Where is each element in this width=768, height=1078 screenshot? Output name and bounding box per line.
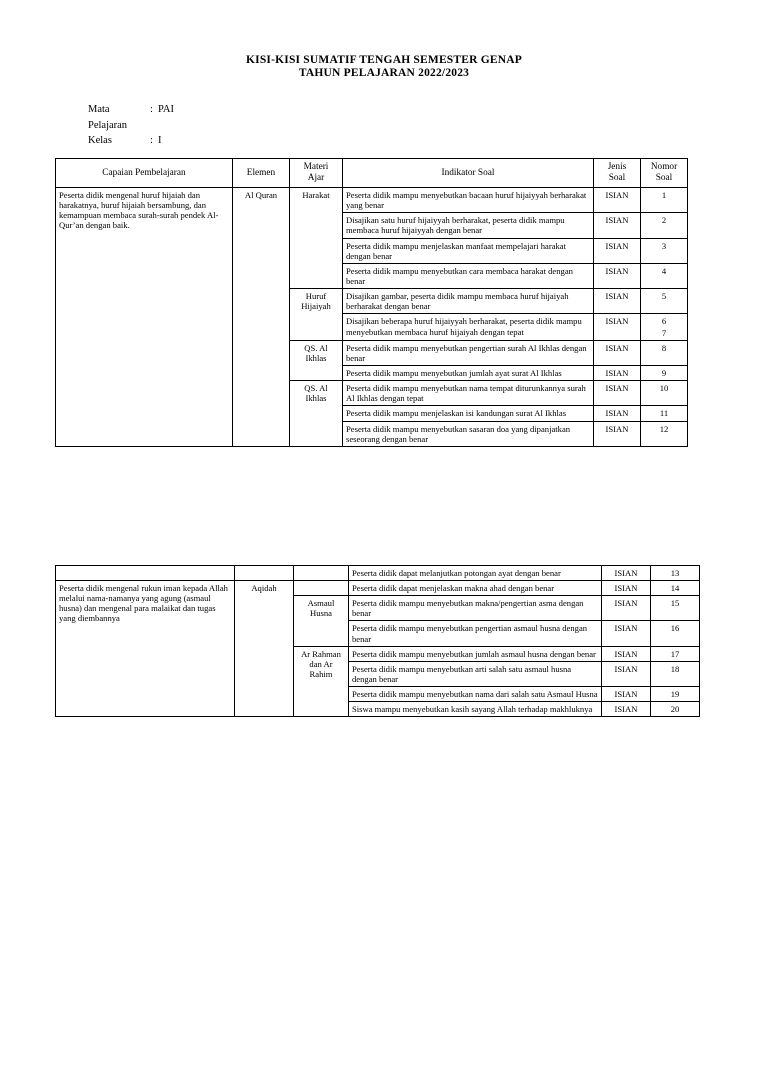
cell-jenis: ISIAN <box>602 580 651 595</box>
cell-nomor: 1 <box>641 188 688 213</box>
column-header-nomor <box>641 159 688 188</box>
cell-jenis: ISIAN <box>594 366 641 381</box>
cell-capaian-alquran: Peserta didik mengenal huruf hijaiah dan harakatnya, huruf hijaiah bersambung, dan kemampuan membaca surah-surah pendek Al-Qur’an dengan baik. <box>56 188 233 447</box>
cell-materi-empty-2 <box>294 580 349 595</box>
cell-jenis: ISIAN <box>602 702 651 717</box>
cell-nomor: 8 <box>641 340 688 365</box>
cell-materi-empty-1 <box>294 565 349 580</box>
cell-nomor-first: 6 <box>661 316 667 327</box>
cell-jenis: ISIAN <box>594 213 641 238</box>
cell-indikator: Peserta didik mampu menyebutkan arti salah satu asmaul husna dengan benar <box>349 661 602 686</box>
cell-jenis: ISIAN <box>594 263 641 288</box>
cell-jenis: ISIAN <box>594 340 641 365</box>
meta-value-subject: PAI <box>158 104 174 116</box>
cell-nomor: 2 <box>641 213 688 238</box>
document-meta <box>88 102 768 148</box>
cell-nomor-second: 7 <box>661 327 667 338</box>
cell-jenis: ISIAN <box>594 381 641 406</box>
table-row <box>56 188 688 213</box>
cell-indikator: Disajikan beberapa huruf hijaiyyah berharakat, peserta didik mampu menyebutkan membaca huruf hijaiyah dengan tepat <box>343 314 594 340</box>
column-header-materi-line2: Ajar <box>307 173 325 184</box>
cell-indikator: Peserta didik mampu menyebutkan bacaan huruf hijaiyyah berharakat yang benar <box>343 188 594 213</box>
cell-capaian-aqidah: Peserta didik mengenal rukun iman kepada Allah melalui nama-namanya yang agung (asmaul husna) dan mengenal para malaikat dan tugas yang diembannya <box>56 580 235 716</box>
cell-materi-harakat: Harakat <box>290 188 343 289</box>
column-header-jenis-line1: Jenis <box>607 162 627 173</box>
cell-indikator: Peserta didik mampu menjelaskan manfaat mempelajari harakat dengan benar <box>343 238 594 263</box>
cell-indikator: Peserta didik mampu menyebutkan makna/pengertian asma dengan benar <box>349 596 602 621</box>
cell-indikator: Peserta didik mampu menyebutkan sasaran doa yang dipanjatkan seseorang dengan benar <box>343 421 594 446</box>
table-row <box>56 565 700 580</box>
cell-nomor: 12 <box>641 421 688 446</box>
meta-label-class: Kelas <box>88 134 112 146</box>
cell-nomor: 13 <box>651 565 700 580</box>
cell-materi-qs-al-ikhlas-2: QS. Al Ikhlas <box>290 381 343 447</box>
meta-row-subject <box>88 102 768 132</box>
cell-jenis: ISIAN <box>602 646 651 661</box>
cell-indikator: Peserta didik dapat melanjutkan potongan ayat dengan benar <box>349 565 602 580</box>
cell-capaian-empty-1 <box>56 565 235 580</box>
cell-materi-huruf-hijaiyah: Huruf Hijaiyah <box>290 289 343 341</box>
cell-nomor: 15 <box>651 596 700 621</box>
cell-indikator: Peserta didik mampu menyebutkan jumlah asmaul husna dengan benar <box>349 646 602 661</box>
cell-indikator: Peserta didik mampu menyebutkan jumlah ayat surat Al Ikhlas <box>343 366 594 381</box>
column-header-jenis <box>594 159 641 188</box>
document-page <box>0 54 768 1078</box>
cell-jenis: ISIAN <box>594 314 641 340</box>
cell-indikator: Peserta didik mampu menyebutkan cara membaca harakat dengan benar <box>343 263 594 288</box>
title-line-2: TAHUN PELAJARAN 2022/2023 <box>298 67 470 80</box>
column-header-elemen: Elemen <box>233 159 290 188</box>
kisi-table-part-2 <box>55 565 700 718</box>
cell-jenis: ISIAN <box>594 188 641 213</box>
cell-indikator: Peserta didik dapat menjelaskan makna ahad dengan benar <box>349 580 602 595</box>
cell-materi-qs-al-ikhlas-1: QS. Al Ikhlas <box>290 340 343 380</box>
cell-nomor: 4 <box>641 263 688 288</box>
meta-row-class <box>88 133 768 148</box>
cell-jenis: ISIAN <box>594 421 641 446</box>
cell-nomor: 17 <box>651 646 700 661</box>
meta-sep-class: : <box>150 134 153 146</box>
column-header-nomor-line2: Soal <box>655 173 673 184</box>
cell-materi-asmaul-husna: Asmaul Husna <box>294 596 349 647</box>
cell-nomor: 18 <box>651 661 700 686</box>
cell-elemen-alquran: Al Quran <box>233 188 290 447</box>
cell-materi-ar-rahman-ar-rahim: Ar Rahman dan Ar Rahim <box>294 646 349 717</box>
meta-label-subject: Mata Pelajaran <box>88 104 128 131</box>
cell-jenis: ISIAN <box>602 596 651 621</box>
table-row <box>56 580 700 595</box>
cell-nomor: 3 <box>641 238 688 263</box>
table-body <box>56 188 688 447</box>
cell-nomor: 14 <box>651 580 700 595</box>
cell-nomor: 9 <box>641 366 688 381</box>
column-header-indikator: Indikator Soal <box>343 159 594 188</box>
cell-indikator: Peserta didik mampu menjelaskan isi kandungan surat Al Ikhlas <box>343 406 594 421</box>
cell-indikator: Disajikan gambar, peserta didik mampu membaca huruf hijaiyah berharakat dengan benar <box>343 289 594 314</box>
cell-jenis: ISIAN <box>594 238 641 263</box>
cell-elemen-aqidah: Aqidah <box>235 580 294 716</box>
column-header-nomor-line1: Nomor <box>650 162 678 173</box>
column-header-capaian: Capaian Pembelajaran <box>56 159 233 188</box>
meta-value-class: I <box>158 134 162 146</box>
document-title <box>0 54 768 80</box>
column-header-materi <box>290 159 343 188</box>
kisi-table-part-1 <box>55 158 688 447</box>
cell-nomor: 19 <box>651 687 700 702</box>
cell-indikator: Siswa mampu menyebutkan kasih sayang Allah terhadap makhluknya <box>349 702 602 717</box>
cell-indikator: Peserta didik mampu menyebutkan pengertian asmaul husna dengan benar <box>349 621 602 646</box>
table-header-row <box>56 159 688 188</box>
cell-indikator: Disajikan satu huruf hijaiyyah berharakat, peserta didik mampu membaca huruf hijaiyyah dengan benar <box>343 213 594 238</box>
column-header-jenis-line2: Soal <box>608 173 626 184</box>
cell-jenis: ISIAN <box>602 687 651 702</box>
cell-nomor: 11 <box>641 406 688 421</box>
table-header <box>56 159 688 188</box>
title-line-1: KISI-KISI SUMATIF TENGAH SEMESTER GENAP <box>246 54 522 66</box>
page-break-gap <box>0 447 768 565</box>
cell-nomor: 10 <box>641 381 688 406</box>
cell-jenis: ISIAN <box>602 661 651 686</box>
cell-jenis: ISIAN <box>602 565 651 580</box>
table-body-continued <box>56 565 700 717</box>
cell-indikator: Peserta didik mampu menyebutkan nama dari salah satu Asmaul Husna <box>349 687 602 702</box>
cell-jenis: ISIAN <box>594 406 641 421</box>
cell-nomor: 5 <box>641 289 688 314</box>
cell-indikator: Peserta didik mampu menyebutkan pengertian surah Al Ikhlas dengan benar <box>343 340 594 365</box>
meta-sep-subject: : <box>150 104 153 116</box>
cell-nomor <box>641 314 688 340</box>
cell-jenis: ISIAN <box>602 621 651 646</box>
cell-indikator: Peserta didik mampu menyebutkan nama tempat diturunkannya surah Al Ikhlas dengan tepat <box>343 381 594 406</box>
cell-jenis: ISIAN <box>594 289 641 314</box>
cell-nomor: 20 <box>651 702 700 717</box>
column-header-materi-line1: Materi <box>303 162 329 173</box>
cell-elemen-empty-1 <box>235 565 294 580</box>
cell-nomor: 16 <box>651 621 700 646</box>
